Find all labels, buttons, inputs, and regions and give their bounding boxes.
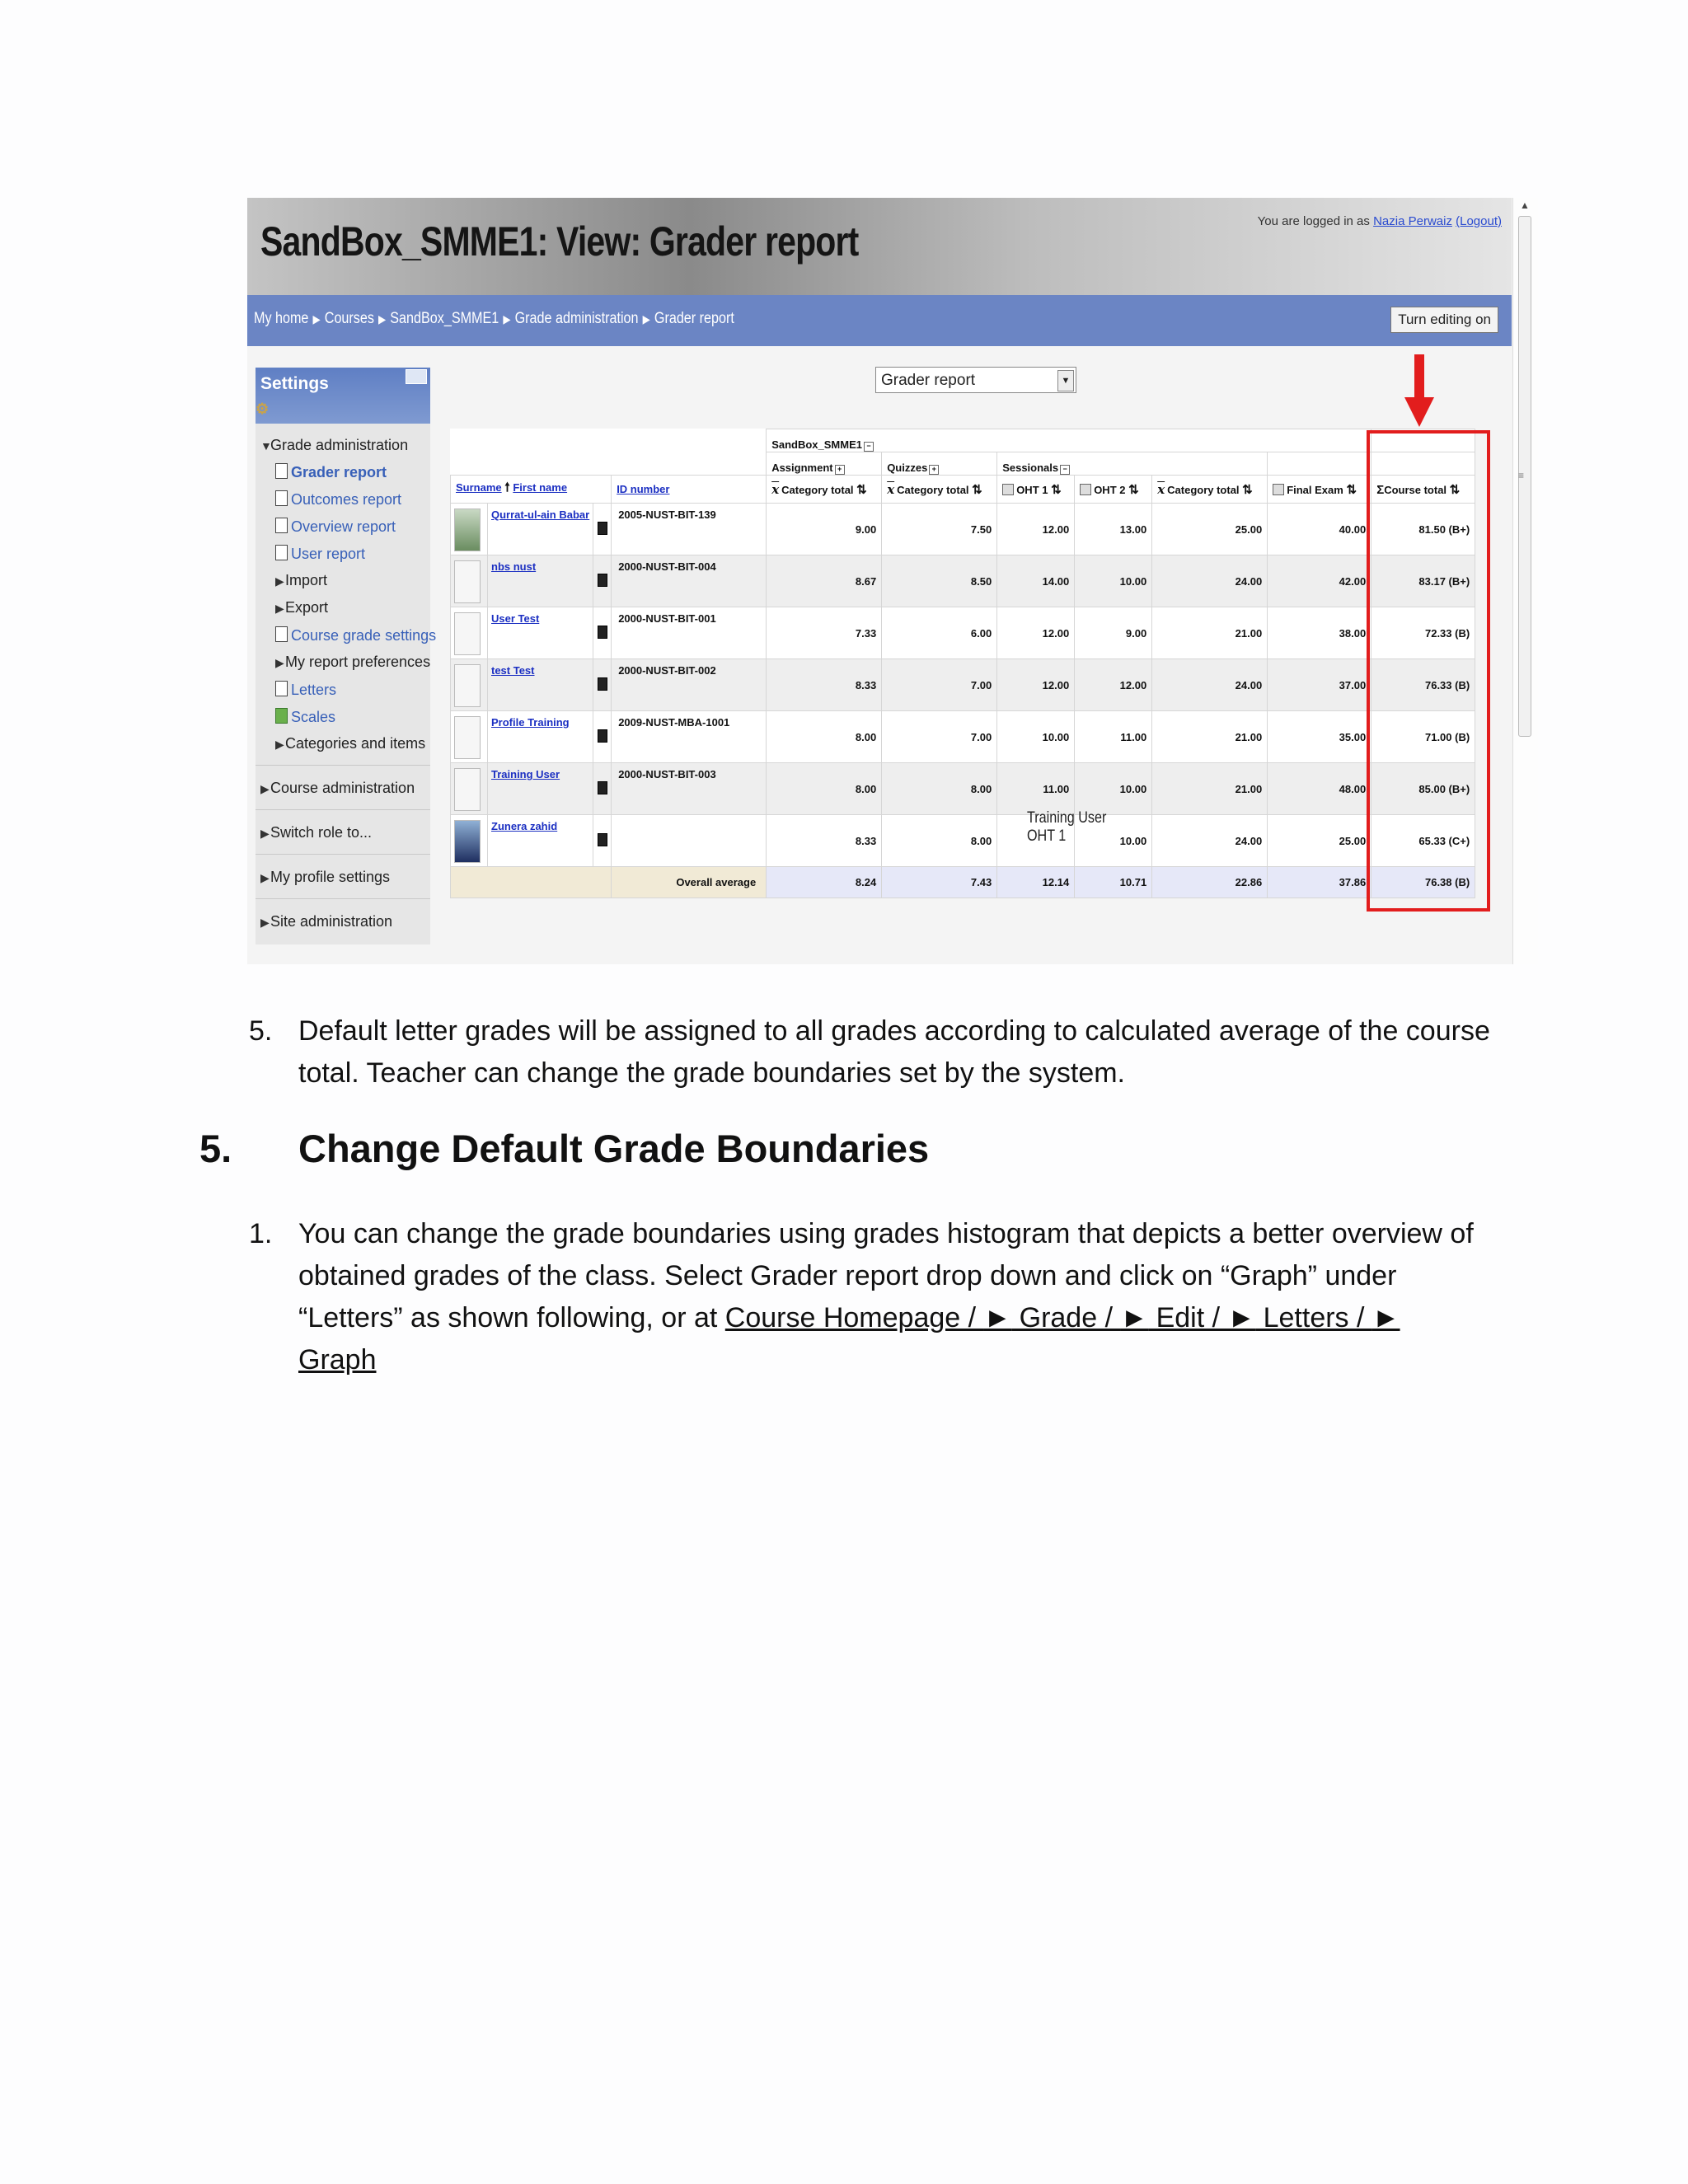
sort-icon[interactable]: ⇅ [1449, 482, 1461, 497]
firstname-sort-link[interactable]: First name [513, 481, 568, 494]
step-5-number: 5. [249, 1015, 273, 1047]
path-edit[interactable]: Edit / [1148, 1302, 1228, 1333]
settings-title: Settings [260, 374, 329, 393]
user-report-icon[interactable] [598, 781, 607, 794]
collapsed-icon: ▶ [275, 574, 284, 588]
student-name-link[interactable]: Training User [491, 768, 560, 780]
page-header [247, 198, 1512, 295]
id-number-cell: 2009-NUST-MBA-1001 [612, 711, 767, 763]
final-exam-grade-cell: 25.00 [1268, 815, 1372, 867]
mean-icon: $\overline{x}$ [887, 481, 895, 497]
login-info: You are logged in as Nazia Perwaiz (Logout) [1257, 214, 1502, 228]
table-row [451, 659, 1475, 711]
settings-block [256, 368, 437, 944]
assignment-total-cell: 8.00 [767, 711, 882, 763]
step-5 [249, 1010, 1518, 1094]
quizzes-total-cell: 7.00 [882, 711, 997, 763]
step-1-number: 1. [249, 1218, 273, 1249]
arrow-icon: ► [983, 1302, 1012, 1333]
name-column-header [451, 476, 612, 504]
document-icon [275, 545, 288, 560]
quizzes-category-header: Quizzes + [882, 452, 997, 476]
sidebar-item-grade-administration[interactable]: ▼Grade administration [260, 437, 409, 453]
quizzes-total-cell: 6.00 [882, 607, 997, 659]
avatar[interactable] [454, 820, 481, 863]
sessionals-total-cell: 24.00 [1152, 815, 1268, 867]
document-icon [275, 518, 288, 533]
assignment-category-header: Assignment + [767, 452, 882, 476]
overall-average-row [451, 867, 1475, 898]
oht1-grade-cell: 11.00 [997, 763, 1075, 815]
oht2-grade-cell: 9.00 [1075, 607, 1152, 659]
path-graph[interactable]: Graph [298, 1344, 377, 1376]
collapsed-icon: ▶ [275, 602, 284, 615]
divider [256, 854, 430, 855]
course-total-header: ΣCourse total ⇅ [1372, 476, 1475, 504]
oht1-grade-cell: 12.00 [997, 659, 1075, 711]
oht2-grade-cell: 13.00 [1075, 504, 1152, 555]
breadcrumb: My home ▶ Courses ▶ SandBox_SMME1 ▶ Grade administration ▶ Grader report [254, 310, 734, 327]
sidebar-item-import[interactable]: ▶Import [275, 572, 328, 588]
sidebar-item-my-profile-settings[interactable]: ▶My profile settings [260, 869, 391, 885]
quizzes-total-cell: 8.00 [882, 763, 997, 815]
avatar[interactable] [454, 509, 481, 551]
user-report-icon[interactable] [598, 729, 607, 743]
course-total-cell: 81.50 (B+) [1372, 504, 1475, 555]
user-report-icon[interactable] [598, 626, 607, 639]
course-category-header: SandBox_SMME1 − [767, 429, 1372, 452]
document-icon [275, 681, 288, 696]
oht1-header: OHT 1 ⇅ [997, 476, 1075, 504]
grade-item-icon [1080, 484, 1091, 495]
avatar[interactable] [454, 612, 481, 655]
surname-sort-link[interactable]: Surname [456, 481, 502, 494]
final-exam-grade-cell: 37.00 [1268, 659, 1372, 711]
quizzes-total-cell: 7.50 [882, 504, 997, 555]
avg-assignment: 8.24 [767, 867, 882, 898]
id-number-cell: 2000-NUST-BIT-002 [612, 659, 767, 711]
oht2-grade-cell: 10.00 [1075, 763, 1152, 815]
sidebar-item-switch-role[interactable]: ▶Switch role to... [260, 824, 373, 841]
expanded-icon: ▼ [260, 439, 272, 452]
grade-item-icon [1002, 484, 1014, 495]
avg-oht1: 12.14 [997, 867, 1075, 898]
step-1 [249, 1213, 1485, 1381]
red-arrow-icon [1403, 354, 1436, 429]
section-title: Change Default Grade Boundaries [298, 1127, 930, 1170]
sort-icon[interactable]: ⇅ [1051, 482, 1062, 497]
student-name-link[interactable]: User Test [491, 612, 540, 625]
avg-oht2: 10.71 [1075, 867, 1152, 898]
table-row [451, 763, 1475, 815]
final-exam-grade-cell: 48.00 [1268, 763, 1372, 815]
assignment-total-cell: 7.33 [767, 607, 882, 659]
sidebar-item-user-report[interactable]: User report [275, 545, 365, 563]
course-total-cell: 65.33 (C+) [1372, 815, 1475, 867]
navbar [247, 295, 1512, 346]
course-total-cell: 71.00 (B) [1372, 711, 1475, 763]
sessionals-total-cell: 21.00 [1152, 711, 1268, 763]
assignment-total-cell: 8.33 [767, 815, 882, 867]
breadcrumb-courses[interactable]: Courses [324, 310, 374, 327]
sort-icon[interactable]: ⇅ [1242, 482, 1253, 497]
id-number-cell: 2000-NUST-BIT-003 [612, 763, 767, 815]
sort-up-icon[interactable]: 🠕 [504, 480, 510, 494]
idnumber-column-header [612, 476, 767, 504]
user-link[interactable]: Nazia Perwaiz [1373, 214, 1452, 228]
final-exam-grade-cell: 35.00 [1268, 711, 1372, 763]
divider [256, 765, 430, 766]
cell-tooltip: Training User OHT 1 [1027, 809, 1107, 845]
sessionals-total-header: $\overline{x}$ Category total ⇅ [1152, 476, 1268, 504]
sidebar-item-scales[interactable]: Scales [275, 708, 335, 726]
sidebar-item-letters[interactable]: Letters [275, 681, 336, 699]
course-total-highlight [1367, 430, 1490, 912]
collapsed-icon: ▶ [260, 916, 270, 929]
page-title: SandBox_SMME1: View: Grader report [260, 218, 859, 265]
id-number-cell: 2005-NUST-BIT-139 [612, 504, 767, 555]
assignment-total-cell: 8.67 [767, 555, 882, 607]
grader-report-screenshot [247, 198, 1538, 964]
arrow-icon: ► [1372, 1302, 1400, 1333]
vertical-scrollbar[interactable] [1512, 198, 1538, 964]
sort-icon[interactable]: ⇅ [1346, 482, 1357, 497]
quizzes-total-cell: 8.00 [882, 815, 997, 867]
oht1-grade-cell: 12.00 [997, 504, 1075, 555]
grip-icon: ≡ [1518, 470, 1525, 481]
path-course-homepage[interactable]: Course Homepage / [724, 1302, 984, 1333]
student-name-link[interactable]: Qurrat-ul-ain Babar [491, 509, 590, 521]
final-exam-grade-cell: 38.00 [1268, 607, 1372, 659]
breadcrumb-my-home[interactable]: My home [254, 310, 309, 327]
collapse-icon[interactable]: − [864, 442, 874, 452]
expand-icon[interactable]: + [835, 465, 845, 475]
table-row [451, 555, 1475, 607]
grader-table [450, 429, 1475, 898]
sessionals-total-cell: 21.00 [1152, 607, 1268, 659]
breadcrumb-course[interactable]: SandBox_SMME1 [390, 310, 499, 327]
avatar[interactable] [454, 560, 481, 603]
sessionals-total-cell: 21.00 [1152, 763, 1268, 815]
sum-icon: Σ [1376, 482, 1385, 497]
settings-block-header [256, 368, 430, 424]
course-total-cell: 83.17 (B+) [1372, 555, 1475, 607]
sort-icon[interactable]: ⇅ [1128, 482, 1139, 497]
section-number: 5. [199, 1127, 232, 1170]
avg-course-total: 76.38 (B) [1372, 867, 1475, 898]
sidebar-item-overview-report[interactable]: Overview report [275, 518, 396, 536]
student-name-link[interactable]: Zunera zahid [491, 820, 558, 832]
overall-average-label: Overall average [612, 867, 767, 898]
table-row [451, 815, 1475, 867]
idnumber-sort-link[interactable]: ID number [617, 483, 670, 495]
collapsed-icon: ▶ [275, 738, 284, 751]
sidebar-item-categories-and-items[interactable]: ▶Categories and items [275, 735, 426, 752]
expand-icon[interactable]: + [929, 465, 939, 475]
path-letters[interactable]: Letters / [1255, 1302, 1372, 1333]
quizzes-total-header: $\overline{x}$ Category total ⇅ [882, 476, 997, 504]
collapsed-icon: ▶ [260, 827, 270, 840]
oht1-grade-cell: 10.00 [997, 711, 1075, 763]
scales-icon [275, 708, 288, 724]
mean-icon: $\overline{x}$ [1157, 481, 1165, 497]
sessionals-total-cell: 25.00 [1152, 504, 1268, 555]
table-row [451, 607, 1475, 659]
sidebar-item-course-administration[interactable]: ▶Course administration [260, 780, 415, 796]
id-number-cell: 2000-NUST-BIT-004 [612, 555, 767, 607]
arrow-icon: ► [1120, 1302, 1149, 1333]
table-row [451, 711, 1475, 763]
avg-final: 37.86 [1268, 867, 1372, 898]
grade-item-icon [1273, 484, 1284, 495]
user-report-icon[interactable] [598, 833, 607, 846]
chevron-down-icon: ▼ [1057, 370, 1074, 391]
oht2-grade-cell: 12.00 [1075, 659, 1152, 711]
breadcrumb-grader-report: Grader report [654, 310, 734, 327]
sessionals-total-cell: 24.00 [1152, 659, 1268, 711]
sessionals-category-header: Sessionals − [997, 452, 1268, 476]
oht2-grade-cell: 10.00 [1075, 815, 1152, 867]
collapse-icon[interactable]: − [1060, 465, 1070, 475]
document-icon [275, 490, 288, 506]
assignment-total-cell: 8.00 [767, 763, 882, 815]
arrow-icon: ► [1227, 1302, 1256, 1333]
oht1-grade-cell: 14.00 [997, 555, 1075, 607]
collapsed-icon: ▶ [260, 782, 270, 795]
final-exam-header: Final Exam ⇅ [1268, 476, 1372, 504]
collapsed-icon: ▶ [260, 871, 270, 884]
turn-editing-on-button[interactable]: Turn editing on [1390, 307, 1498, 333]
oht2-header: OHT 2 ⇅ [1075, 476, 1152, 504]
oht1-grade-cell: 12.00 [997, 607, 1075, 659]
sidebar-item-grader-report[interactable]: Grader report [275, 463, 387, 481]
breadcrumb-grade-administration[interactable]: Grade administration [514, 310, 639, 327]
id-number-cell [612, 815, 767, 867]
scroll-up-icon[interactable]: ▲ [1520, 199, 1530, 211]
sidebar-item-site-administration[interactable]: ▶Site administration [260, 913, 393, 930]
oht2-grade-cell: 10.00 [1075, 555, 1152, 607]
sidebar-item-my-report-preferences[interactable]: ▶My report preferences [275, 654, 431, 670]
assignment-total-cell: 8.33 [767, 659, 882, 711]
mean-icon: $\overline{x}$ [771, 481, 780, 497]
student-name-link[interactable]: test Test [491, 664, 535, 677]
sidebar-item-outcomes-report[interactable]: Outcomes report [275, 490, 401, 509]
course-total-cell: 76.33 (B) [1372, 659, 1475, 711]
logout-link[interactable]: (Logout) [1456, 214, 1502, 228]
settings-icon: ⚙ [256, 401, 270, 417]
document-icon [275, 626, 288, 642]
assignment-total-cell: 9.00 [767, 504, 882, 555]
assignment-total-header: $\overline{x}$ Category total ⇅ [767, 476, 882, 504]
sidebar-item-export[interactable]: ▶Export [275, 599, 329, 616]
avatar[interactable] [454, 768, 481, 811]
sort-icon[interactable]: ⇅ [972, 482, 982, 497]
id-number-cell: 2000-NUST-BIT-001 [612, 607, 767, 659]
user-report-icon[interactable] [598, 677, 607, 691]
dock-icon[interactable] [406, 369, 427, 384]
avg-quizzes: 7.43 [882, 867, 997, 898]
avatar[interactable] [454, 664, 481, 707]
step-1-text: You can change the grade boundaries using grades histogram that depicts a better overview of obtained grades of the class. Select Grader report drop down and click on “Graph” under “Letters” as shown following, or at [298, 1218, 1474, 1333]
path-grade[interactable]: Grade / [1011, 1302, 1121, 1333]
report-select[interactable]: Grader report ▼ [875, 367, 1076, 393]
user-report-icon[interactable] [598, 522, 607, 535]
course-total-cell: 85.00 (B+) [1372, 763, 1475, 815]
sidebar-item-course-grade-settings[interactable]: Course grade settings [275, 626, 436, 644]
table-row [451, 504, 1475, 555]
final-exam-grade-cell: 42.00 [1268, 555, 1372, 607]
user-report-icon[interactable] [598, 574, 607, 587]
final-exam-grade-cell: 40.00 [1268, 504, 1372, 555]
document-icon [275, 463, 288, 479]
collapsed-icon: ▶ [275, 656, 284, 669]
avatar[interactable] [454, 716, 481, 759]
sort-icon[interactable]: ⇅ [856, 482, 867, 497]
divider [256, 898, 430, 899]
student-name-link[interactable]: Profile Training [491, 716, 570, 729]
avg-sessionals: 22.86 [1152, 867, 1268, 898]
step-5-text: Default letter grades will be assigned to all grades according to calculated average of the course total. Teacher can change the grade boundaries set by the system. [298, 1015, 1490, 1089]
course-total-cell: 72.33 (B) [1372, 607, 1475, 659]
quizzes-total-cell: 7.00 [882, 659, 997, 711]
oht2-grade-cell: 11.00 [1075, 711, 1152, 763]
student-name-link[interactable]: nbs nust [491, 560, 537, 573]
divider [256, 809, 430, 810]
quizzes-total-cell: 8.50 [882, 555, 997, 607]
section-heading [199, 1126, 929, 1171]
sessionals-total-cell: 24.00 [1152, 555, 1268, 607]
